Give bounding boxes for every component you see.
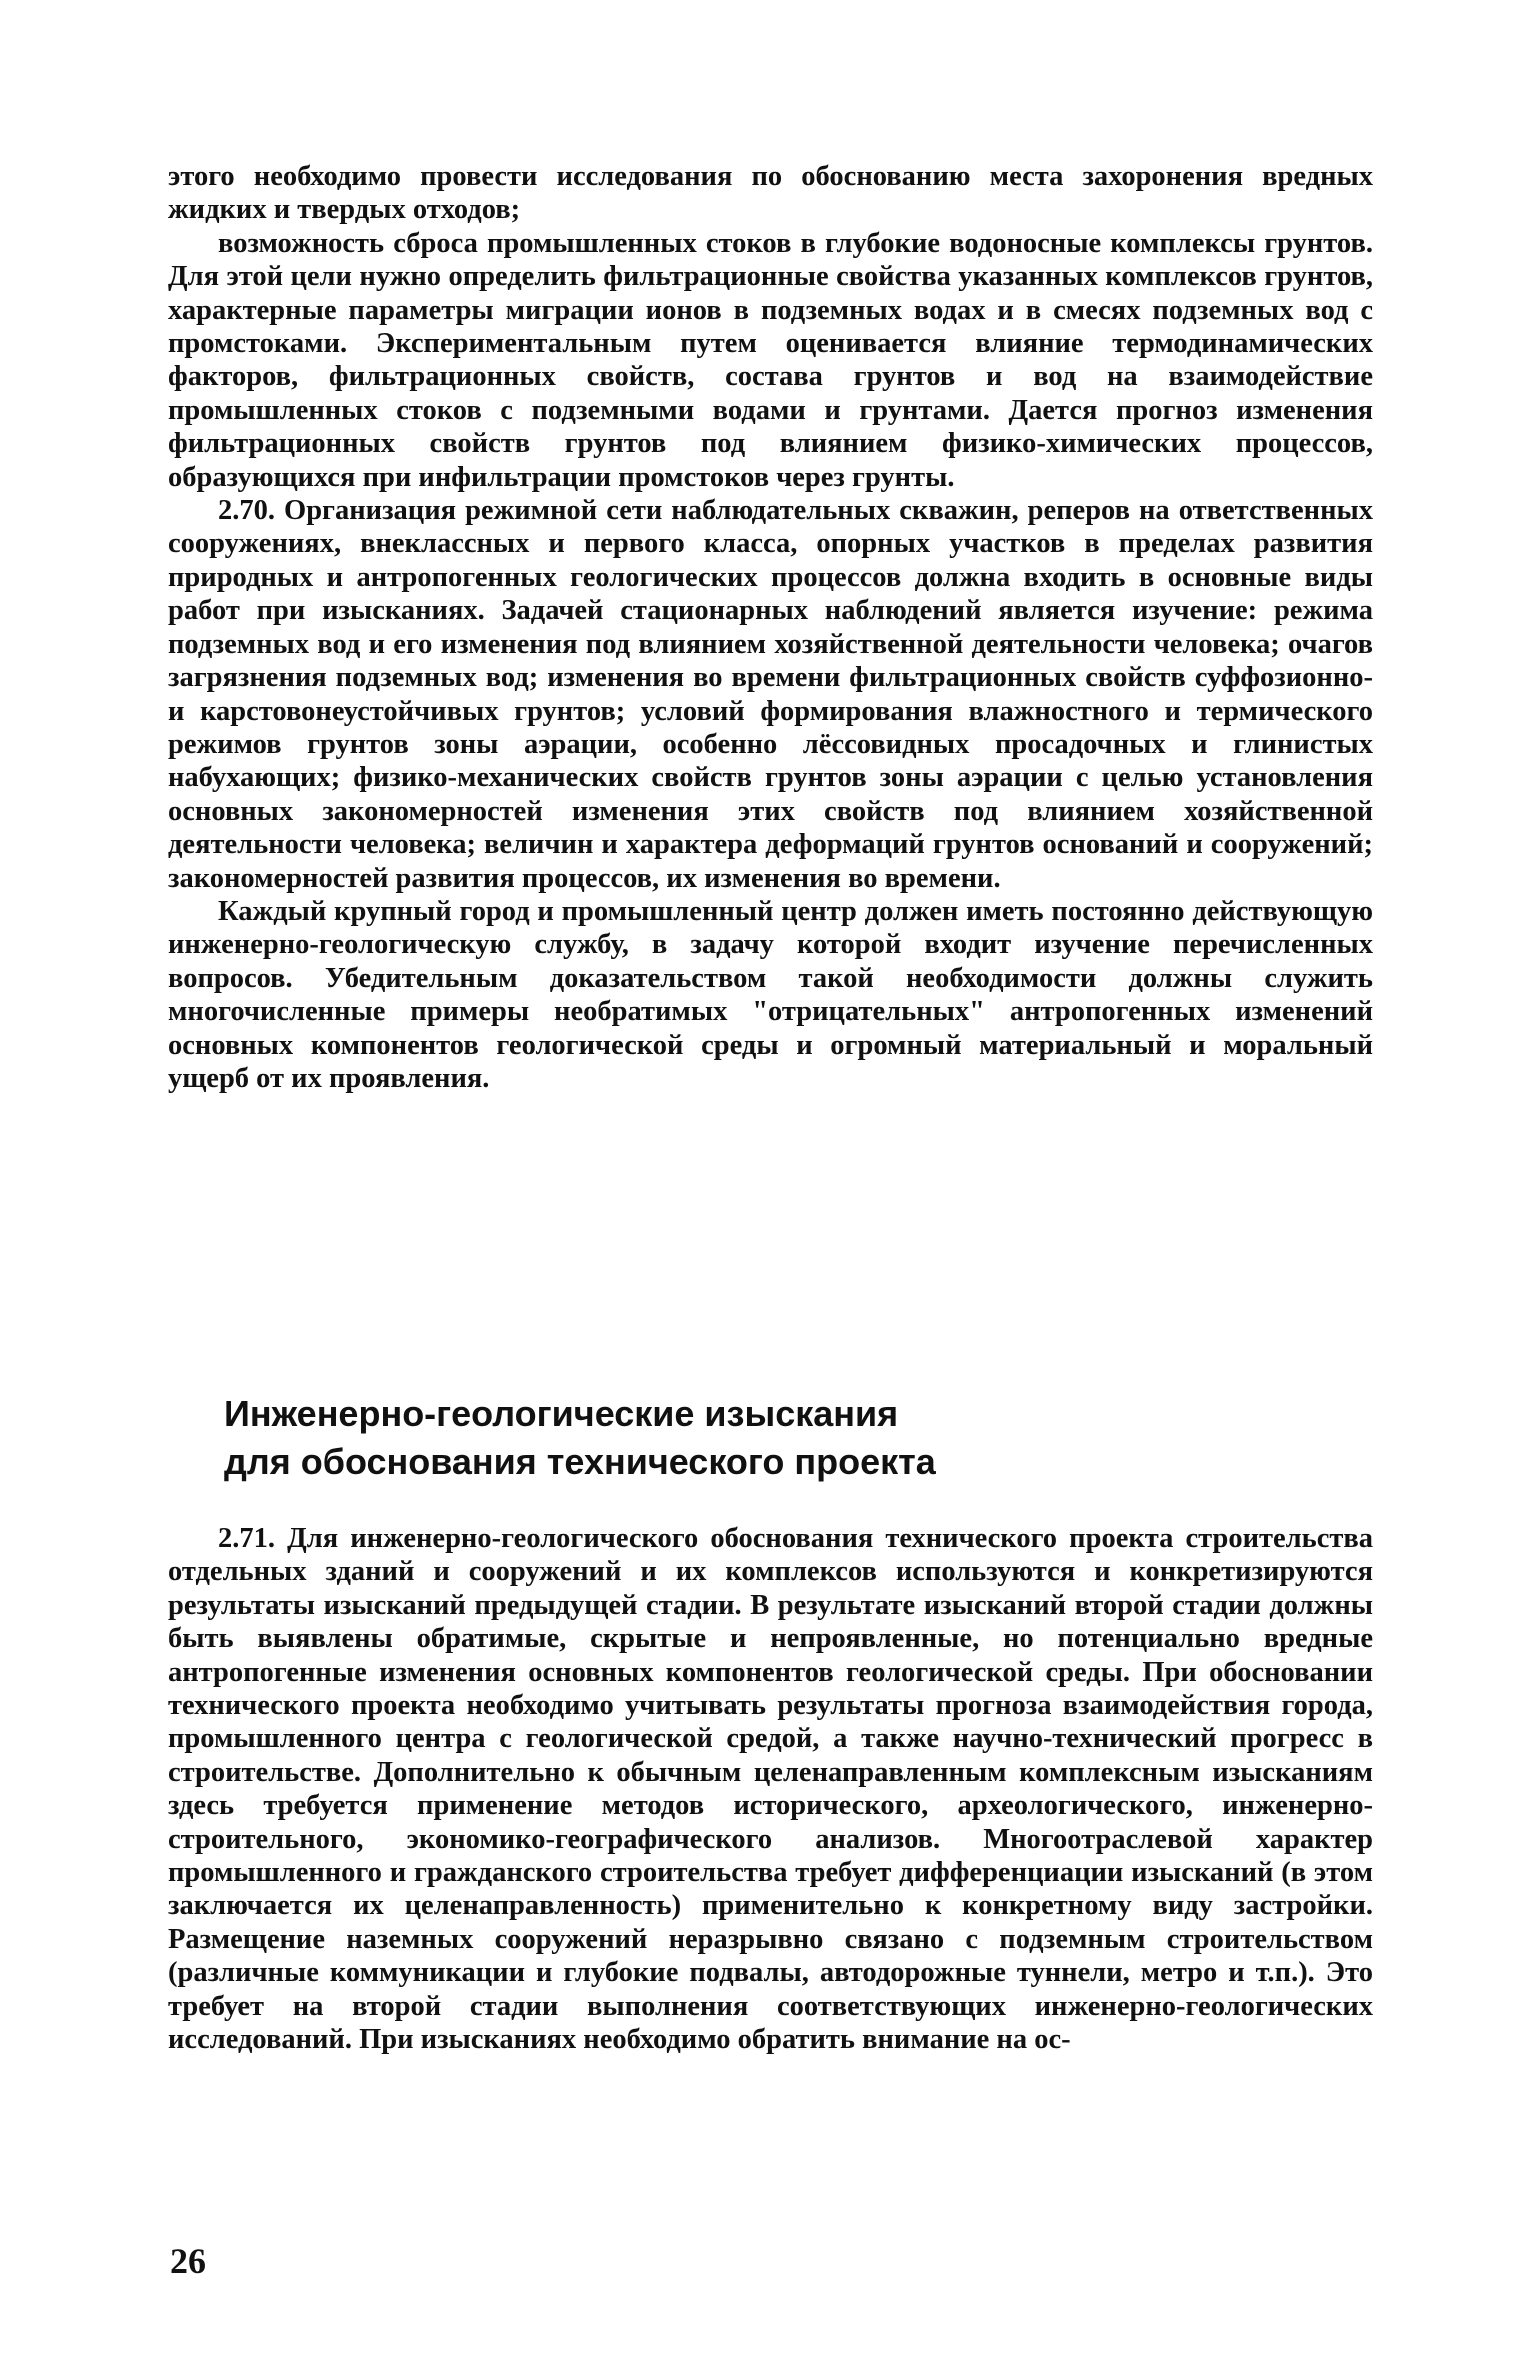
body-text: [168, 160, 1373, 1095]
section-body: [168, 1522, 1373, 2057]
paragraph-2-70: 2.70. Организация режимной сети наблюдательных скважин, реперов на ответственных сооружениях, внеклассных и первого класса, опорных участков в пределах развития природных и антропогенных геологических процессов должна входить в основные виды работ при изысканиях. Задачей стационарных наблюдений является изучение: режима подземных вод и его изменения под влиянием хозяйственной деятельности человека; очагов загрязнения подземных вод; изменения во времени фильтрационных свойств суффозионно- и карстовонеустойчивых грунтов; условий формирования влажностного и термического режимов грунтов зоны аэрации, особенно лёссовидных просадочных и глинистых набухающих; физико-механических свойств грунтов зоны аэрации с целью установления основных закономерностей изменения этих свойств под влиянием хозяйственной деятельности человека; величин и характера деформаций грунтов оснований и сооружений; закономерностей развития процессов, их изменения во времени.: [168, 495, 1373, 894]
paragraph-industrial-discharge: возможность сброса промышленных стоков в глубокие водоносные комплексы грунтов. Для этой цели нужно определить фильтрационные свойства указанных комплексов грунтов, характерные параметры миграции ионов в подземных водах и в смесях подземных вод с промстоками. Экспериментальным путем оценивается влияние термодинамических факторов, фильтрационных свойств, состава грунтов и вод на взаимодействие промышленных стоков с подземными водами и грунтами. Дается прогноз изменения фильтрационных свойств грунтов под влиянием физико-химических процессов, образующихся при инфильтрации промстоков через грунты.: [168, 227, 1373, 493]
paragraph-2-71: 2.71. Для инженерно-геологического обоснования технического проекта строительства отдельных зданий и сооружений и их комплексов используются и конкретизируются результаты изысканий предыдущей стадии. В результате изысканий второй стадии должны быть выявлены обратимые, скрытые и непроявленные, но потенциально вредные антропогенные изменения основных компонентов геологической среды. При обосновании технического проекта необходимо учитывать результаты прогноза взаимодействия города, промышленного центра с геологической средой, а также научно-технический прогресс в строительстве. Дополнительно к обычным целенаправленным комплексным изысканиям здесь требуется применение методов исторического, археологического, инженерно-строительного, экономико-географического анализов. Многоотраслевой характер промышленного и гражданского строительства требует дифференциации изысканий (в этом заключается их целенаправленность) применительно к конкретному виду застройки. Размещение наземных сооружений неразрывно связано с подземным строительством (различные коммуникации и глубокие подвалы, автодорожные туннели, метро и т.п.). Это требует на второй стадии выполнения соответствующих инженерно-геологических исследований. При изысканиях необходимо обратить внимание на ос-: [168, 1523, 1373, 2056]
paragraph-geological-service: Каждый крупный город и промышленный центр должен иметь постоянно действующую инженерно-геологическую службу, в задачу которой входит изучение перечисленных вопросов. Убедительным доказательством такой необходимости должны служить многочисленные примеры необратимых "отрицательных" антропогенных изменений основных компонентов геологической среды и огромный материальный и моральный ущерб от их проявления.: [168, 895, 1373, 1094]
section-heading: [224, 1390, 1224, 1486]
heading-line-2: для обоснования технического проекта: [224, 1441, 936, 1482]
page-number: 26: [170, 2241, 206, 2281]
paragraph-waste-burial: этого необходимо провести исследования по обоснованию места захоронения вредных жидких и твердых отходов;: [168, 161, 1373, 226]
heading-line-1: Инженерно-геологические изыскания: [224, 1393, 899, 1434]
